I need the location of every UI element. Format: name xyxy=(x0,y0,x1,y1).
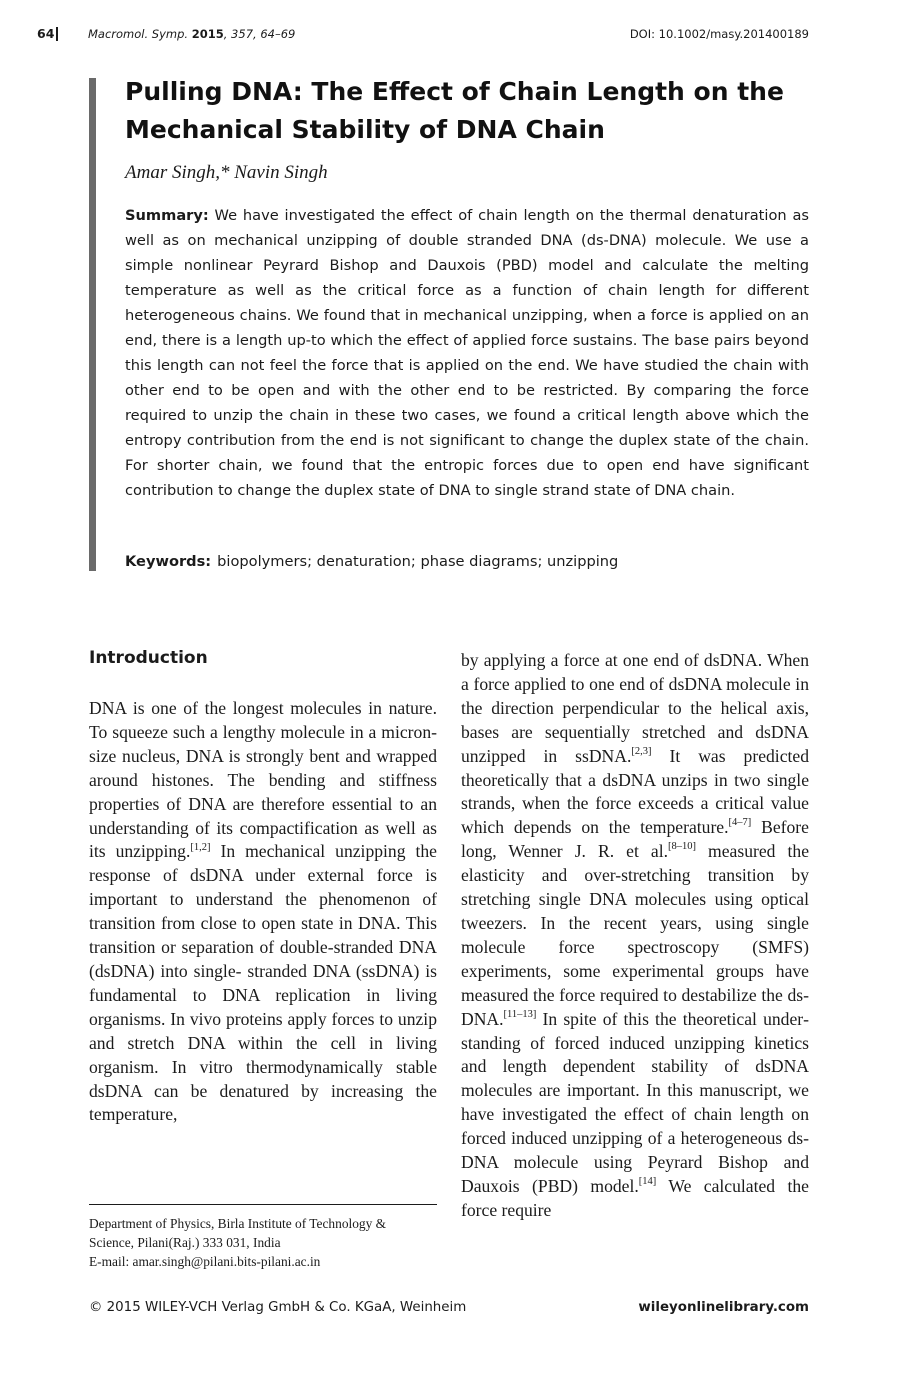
paragraph-text: measured the elasticity and over-stretching transition by stretching single DNA molecules using optical tweezers. In the recent years, using single molecule force spectroscopy (SMFS) experiments, some experimental groups have measured the force required to destabilize the ds-DNA. xyxy=(461,841,810,1029)
paragraph-text: Before long, Wenner J. R. et al. xyxy=(461,817,809,862)
citation-reference[interactable]: [1,2] xyxy=(190,841,211,853)
article-title: Pulling DNA: The Effect of Chain Length on the Mechanical Stability of DNA Chain xyxy=(125,77,784,144)
page-header xyxy=(37,26,809,44)
journal-citation xyxy=(88,27,295,41)
author-affiliation-footnote xyxy=(89,1214,449,1271)
citation-reference[interactable]: [11–13] xyxy=(503,1008,537,1020)
paragraph-text: We calculated the force require xyxy=(461,1175,809,1220)
author-list: Amar Singh,* Navin Singh xyxy=(125,162,328,183)
affiliation-line: Department of Physics, Birla Institute of Technology & xyxy=(89,1216,387,1231)
journal-volume-pages: , 357, 64–69 xyxy=(223,27,296,41)
footnote-divider xyxy=(89,1204,437,1205)
keywords-label: Keywords: xyxy=(125,553,212,570)
journal-name: Macromol. Symp. xyxy=(88,27,189,41)
body-column-left xyxy=(89,697,437,1127)
body-column-right xyxy=(461,649,809,1223)
journal-year: 2015 xyxy=(191,27,224,41)
keywords-text: biopolymers; denaturation; phase diagrams; unzipping xyxy=(217,553,619,570)
copyright-notice: © 2015 WILEY-VCH Verlag GmbH & Co. KGaA, Weinheim xyxy=(89,1300,467,1315)
abstract-accent-bar xyxy=(89,78,96,571)
summary-text: We have investigated the effect of chain length on the thermal denaturation as well as on mechanical unzipping of double stranded DNA (ds-DNA) molecule. We use a simple nonlinear Peyrard Bishop and Dauxois (PBD) model and calculate the melting temperature as well as the critical force as a function of chain length for different heterogeneous chains. We found that in mechanical unzipping, when a force is applied on an end, there is a length up-to which the effect of applied force sustains. The base pairs beyond this length can not feel the force that is applied on the end. We have studied the chain with other end to be open and with the other end to be restricted. By comparing the force required to unzip the chain in these two cases, we found a critical length above which the entropy contribution from the end is not significant to change the duplex state of the chain. For shorter chain, we found that the entropic forces due to open end have significant contribution to change the duplex state of DNA to single strand state of DNA chain. xyxy=(125,207,809,499)
paragraph-text: In mechanical unzipping the response of dsDNA under external force is important to understand the phenomenon of transition from close to open state in DNA. This transition or separation of double-stranded DNA (dsDNA) into single- stranded DNA (ssDNA) is fundamental to DNA replication in living organisms. In vivo proteins apply forces to unzip and stretch DNA within the cell in living organism. In vitro thermodynamically stable dsDNA can be denatured by increasing the temperature, xyxy=(89,841,437,1125)
paragraph-text: by applying a force at one end of dsDNA. When a force applied to one end of dsDNA molecule in the direction perpendicular to the helical axis, bases are sequentially stretched and dsDNA unzipped in ssDNA. xyxy=(461,650,809,766)
paragraph-text: In spite of this the theoretical understanding of forced induced unzipping kinetics and length dependent stability of dsDNA molecules are important. In this manuscript, we have investigated the effect of chain length on forced induced unzipping of a heterogeneous ds-DNA molecule using Peyrard Bishop and Dauxois (PBD) model. xyxy=(461,1008,809,1196)
page-number-divider xyxy=(56,27,58,41)
section-heading-introduction: Introduction xyxy=(89,648,208,668)
keywords xyxy=(125,553,618,570)
doi-link[interactable]: DOI: 10.1002/masy.201400189 xyxy=(629,27,809,41)
summary-label: Summary: xyxy=(125,207,209,224)
publisher-website-link[interactable]: wileyonlinelibrary.com xyxy=(638,1300,809,1315)
paragraph-text: It was predicted theoretically that a dsDNA unzips in two single strands, when the force exceeds a critical value which depends on the temperature. xyxy=(461,745,809,838)
author-email[interactable]: E-mail: amar.singh@pilani.bits-pilani.ac.in xyxy=(89,1254,321,1269)
citation-reference[interactable]: [8–10] xyxy=(668,841,697,853)
citation-reference[interactable]: [2,3] xyxy=(631,745,652,757)
affiliation-line: Science, Pilani(Raj.) 333 031, India xyxy=(89,1235,281,1250)
page-number: 64 xyxy=(37,26,55,41)
citation-reference[interactable]: [14] xyxy=(638,1176,657,1188)
abstract-summary xyxy=(125,203,809,503)
citation-reference[interactable]: [4–7] xyxy=(728,817,752,829)
paragraph-text: DNA is one of the longest molecules in nature. To squeeze such a lengthy molecule in a micron-size nucleus, DNA is strongly bent and wrapped around histones. The bending and stiffness properties of DNA are therefore essential to an understanding of its compactification as well as its unzipping. xyxy=(89,698,437,862)
